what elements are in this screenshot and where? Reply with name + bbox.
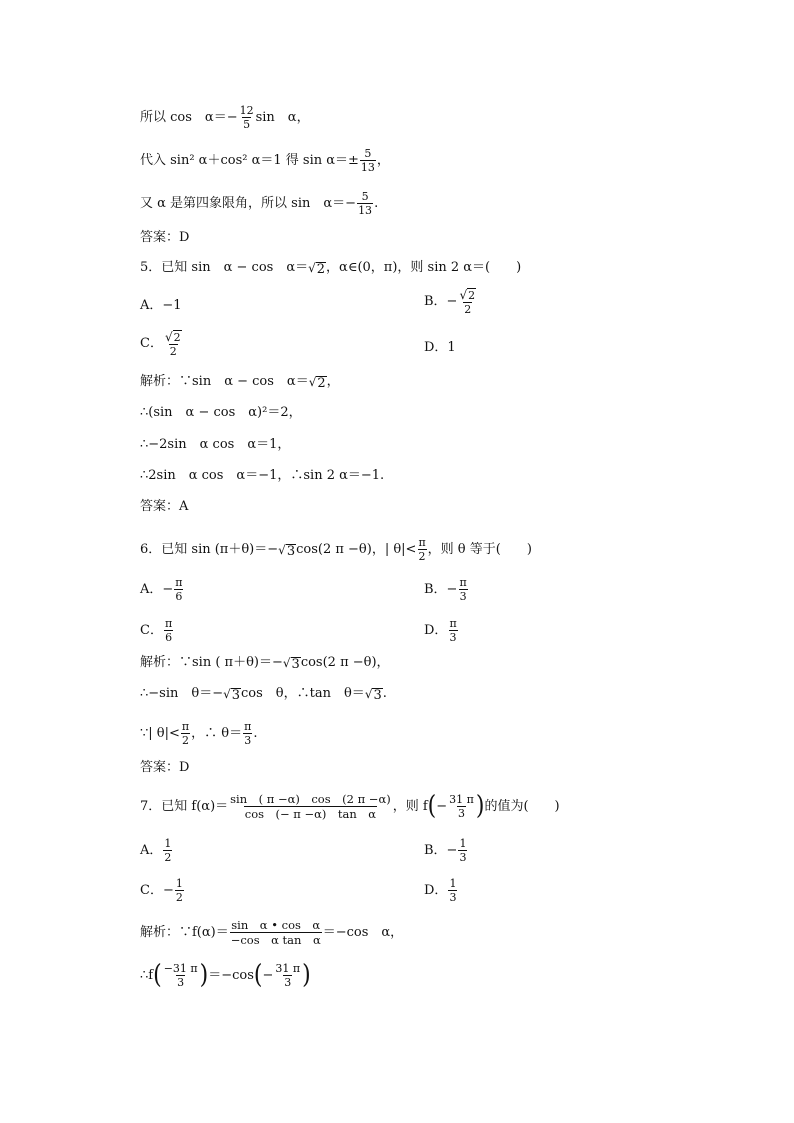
fraction: $\frac{1}{3}$ [459,837,467,864]
q5-option-a: A．−1 [140,298,182,313]
fraction: $\frac{1}{2}$ [175,877,183,904]
fraction: $\frac{5}{13}$ [358,190,373,217]
sqrt: √ 2 [308,375,326,391]
q6-solution-1: 解析：∵sin ( π＋θ)＝− √ 3 cos(2 π −θ)， [140,655,390,672]
solution-line-cos: 所以 cos α＝− $\frac{12}{5}$ sin α， [140,104,310,131]
fraction: √ 2 2 [459,288,476,316]
sqrt: √ 3 [223,687,241,703]
answer-q5: 答案：A [140,499,189,514]
left-paren: ( [427,790,437,821]
q7-option-d: D． $\frac{1}{3}$ [424,877,457,904]
q6-solution-3: ∵| θ|< $\frac{\pi}{2}$ ，∴ θ＝ $\frac{\pi}{3}$ . [140,720,258,747]
fraction: $\frac{\pi}{6}$ [175,576,183,603]
q6-option-a: A．− $\frac{\pi}{6}$ [140,576,183,603]
question-6-stem: 6．已知 sin (π＋θ)＝− √ 3 cos(2 π −θ)，| θ|< $\frac{\pi}{2}$ ，则 θ 等于( ) [140,536,532,563]
left-paren: ( [153,959,162,990]
sqrt: √ 3 [282,656,300,672]
answer-q6: 答案：D [140,760,190,775]
q7-option-c: C．− $\frac{1}{2}$ [140,877,183,904]
sqrt: √ 2 [308,261,326,277]
q5-solution-4: ∴2sin α cos α＝−1，∴sin 2 α＝−1. [140,468,385,483]
fraction: $\frac{1}{3}$ [449,877,457,904]
fraction: $\frac{-31 \pi}{3}$ [163,962,198,989]
solution-line-substitute: 代入 sin² α＋cos² α＝1 得 sin α＝± $\frac{5}{13}$ ， [140,147,390,174]
q6-option-c: C． $\frac{\pi}{6}$ [140,617,173,644]
q6-option-d: D． $\frac{\pi}{3}$ [424,617,457,644]
q7-option-a: A． $\frac{1}{2}$ [140,837,172,864]
fraction: $\frac{31 \pi}{3}$ [449,793,474,820]
q7-solution-1: 解析：∵f(α)＝ $\frac{\text{sin α • cos α}}{\text{−cos α tan α}}$ ＝−cos α， [140,918,404,947]
q5-option-c: C． √ 2 2 [140,330,181,358]
fraction: $\frac{1}{2}$ [164,837,172,864]
fraction: $\frac{\sin ( \pi -\alpha) \cos (2 \pi -\alpha)}{\text{cos (− π −α) tan α}}$ [230,792,391,821]
fraction: $\frac{\pi}{3}$ [459,576,467,603]
fraction: √ 2 2 [164,330,181,358]
sqrt: √ 3 [364,687,382,703]
answer-q4: 答案：D [140,230,190,245]
right-paren: ) [302,959,311,990]
q6-option-b: B．− $\frac{\pi}{3}$ [424,576,467,603]
q5-option-b: B．− √ 2 2 [424,288,476,316]
fraction: $\frac{\pi}{6}$ [164,617,173,644]
solution-line-quadrant: 又 α 是第四象限角，所以 sin α＝− $\frac{5}{13}$ . [140,190,379,217]
question-5-stem: 5．已知 sin α − cos α＝ √ 2 ，α∈(0，π)，则 sin 2 α＝( ) [140,260,522,277]
fraction: $\frac{\pi}{3}$ [449,617,457,644]
fraction: $\frac{5}{13}$ [360,147,375,174]
sqrt: √ 3 [278,542,296,559]
left-paren: ( [253,959,263,990]
question-7-stem: 7．已知 f(α)＝ $\frac{\sin ( \pi -\alpha) \cos (2 \pi -\alpha)}{\text{cos (− π −α) tan α}}$ ，则 f ( − $\frac{31 \pi}{3}$ ) 的值为( ) [140,790,560,821]
right-paren: ) [199,959,209,990]
fraction: $\frac{31 \pi}{3}$ [275,962,301,989]
right-paren: ) [475,790,485,821]
q5-solution-3: ∴−2sin α cos α＝1， [140,437,291,452]
fraction: $\frac{\pi}{2}$ [418,536,426,563]
fraction: $\frac{\pi}{2}$ [181,720,190,747]
fraction: $\frac{\pi}{3}$ [244,720,252,747]
q5-option-d: D．1 [424,340,456,355]
fraction: $\frac{12}{5}$ [239,104,254,131]
q7-option-b: B．− $\frac{1}{3}$ [424,837,467,864]
q6-solution-2: ∴−sin θ＝− √ 3 cos θ，∴tan θ＝ √ 3 . [140,686,387,703]
q5-solution-2: ∴(sin α − cos α)²＝2， [140,405,302,420]
q5-solution-1: 解析：∵sin α − cos α＝ √ 2 ， [140,374,340,391]
q7-solution-2: ∴f ( $\frac{-31 \pi}{3}$ ) ＝−cos ( − $\frac{31 \pi}{3}$ ) [140,959,311,990]
fraction: $\frac{\text{sin α • cos α}}{\text{−cos α tan α}}$ [230,918,321,947]
